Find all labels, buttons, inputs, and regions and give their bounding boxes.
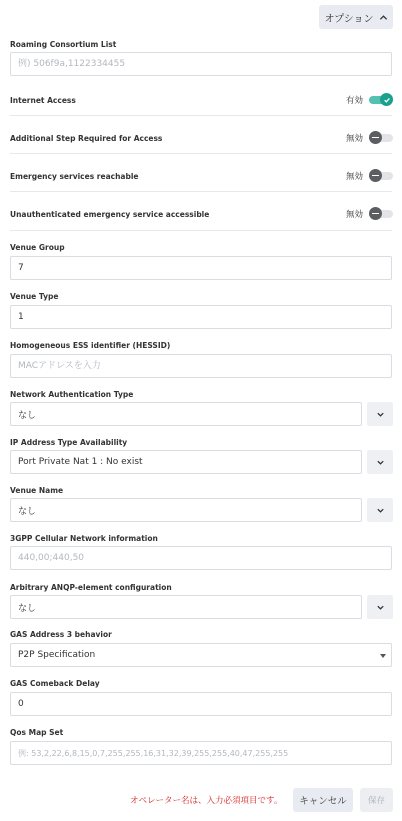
anqp-label: Arbitrary ANQP-element configuration bbox=[10, 583, 172, 592]
venue-type-label: Venue Type bbox=[10, 292, 59, 301]
chevron-down-icon bbox=[376, 458, 385, 467]
network-auth-dropdown-button[interactable] bbox=[367, 402, 393, 426]
cellular-label: 3GPP Cellular Network information bbox=[10, 534, 158, 543]
gas3-value: P2P Specification bbox=[18, 650, 96, 660]
cellular-input[interactable] bbox=[10, 546, 392, 570]
venue-type-input[interactable]: 1 bbox=[10, 305, 392, 329]
venue-name-select[interactable]: なし bbox=[10, 498, 362, 522]
emergency-reachable-state: 無効 bbox=[345, 171, 363, 182]
qos-label: Qos Map Set bbox=[10, 728, 64, 737]
emergency-reachable-label: Emergency services reachable bbox=[10, 172, 139, 181]
minus-icon bbox=[372, 213, 379, 215]
options-button[interactable] bbox=[319, 5, 393, 29]
internet-access-state: 有効 bbox=[345, 95, 363, 106]
network-auth-label: Network Authentication Type bbox=[10, 390, 134, 399]
anqp-select[interactable]: なし bbox=[10, 595, 362, 619]
divider bbox=[10, 230, 392, 231]
save-button[interactable]: 保存 bbox=[360, 788, 393, 812]
gas3-select[interactable] bbox=[10, 643, 392, 667]
caret-down-icon bbox=[380, 654, 386, 658]
venue-name-label: Venue Name bbox=[10, 486, 64, 495]
hessid-input[interactable] bbox=[10, 354, 392, 378]
gas-delay-input[interactable]: 0 bbox=[10, 692, 392, 716]
additional-step-toggle[interactable] bbox=[369, 131, 393, 144]
divider bbox=[10, 191, 392, 192]
ip-address-label: IP Address Type Availability bbox=[10, 438, 128, 447]
chevron-down-icon bbox=[376, 410, 385, 419]
ip-address-select[interactable]: Port Private Nat 1 : No exist bbox=[10, 450, 362, 474]
gas3-label: GAS Address 3 behavior bbox=[10, 630, 112, 639]
cancel-button[interactable]: キャンセル bbox=[293, 788, 353, 812]
options-label: オプション bbox=[324, 13, 374, 25]
additional-step-toggle-group bbox=[346, 131, 393, 144]
minus-icon bbox=[372, 175, 379, 177]
qos-input[interactable] bbox=[10, 741, 392, 765]
chevron-down-icon bbox=[376, 506, 385, 515]
emergency-reachable-toggle-group bbox=[346, 169, 393, 182]
unauth-emergency-state: 無効 bbox=[345, 209, 363, 220]
chevron-up-icon bbox=[379, 13, 388, 22]
unauth-emergency-label: Unauthenticated emergency service accessible bbox=[10, 210, 210, 219]
divider bbox=[10, 115, 392, 116]
roaming-consortium-input[interactable] bbox=[10, 52, 392, 76]
hessid-label: Homogeneous ESS identifier (HESSID) bbox=[10, 341, 171, 350]
additional-step-state: 無効 bbox=[345, 133, 363, 144]
anqp-dropdown-button[interactable] bbox=[367, 595, 393, 619]
unauth-emergency-toggle-group bbox=[346, 207, 393, 220]
ip-address-dropdown-button[interactable] bbox=[367, 450, 393, 474]
venue-name-dropdown-button[interactable] bbox=[367, 498, 393, 522]
venue-group-input[interactable]: 7 bbox=[10, 256, 392, 280]
roaming-consortium-label: Roaming Consortium List bbox=[10, 40, 117, 49]
gas-delay-label: GAS Comeback Delay bbox=[10, 679, 100, 688]
internet-access-label: Internet Access bbox=[10, 96, 76, 105]
check-icon bbox=[383, 96, 391, 104]
internet-access-toggle-group bbox=[346, 93, 393, 106]
network-auth-select[interactable]: なし bbox=[10, 402, 362, 426]
chevron-down-icon bbox=[376, 603, 385, 612]
internet-access-toggle[interactable] bbox=[369, 93, 393, 106]
validation-error: オペレーター名は、入力必須項目です。 bbox=[130, 796, 283, 806]
unauth-emergency-toggle[interactable] bbox=[369, 207, 393, 220]
emergency-reachable-toggle[interactable] bbox=[369, 169, 393, 182]
venue-group-label: Venue Group bbox=[10, 243, 65, 252]
minus-icon bbox=[372, 137, 379, 139]
additional-step-label: Additional Step Required for Access bbox=[10, 134, 163, 143]
divider bbox=[10, 153, 392, 154]
